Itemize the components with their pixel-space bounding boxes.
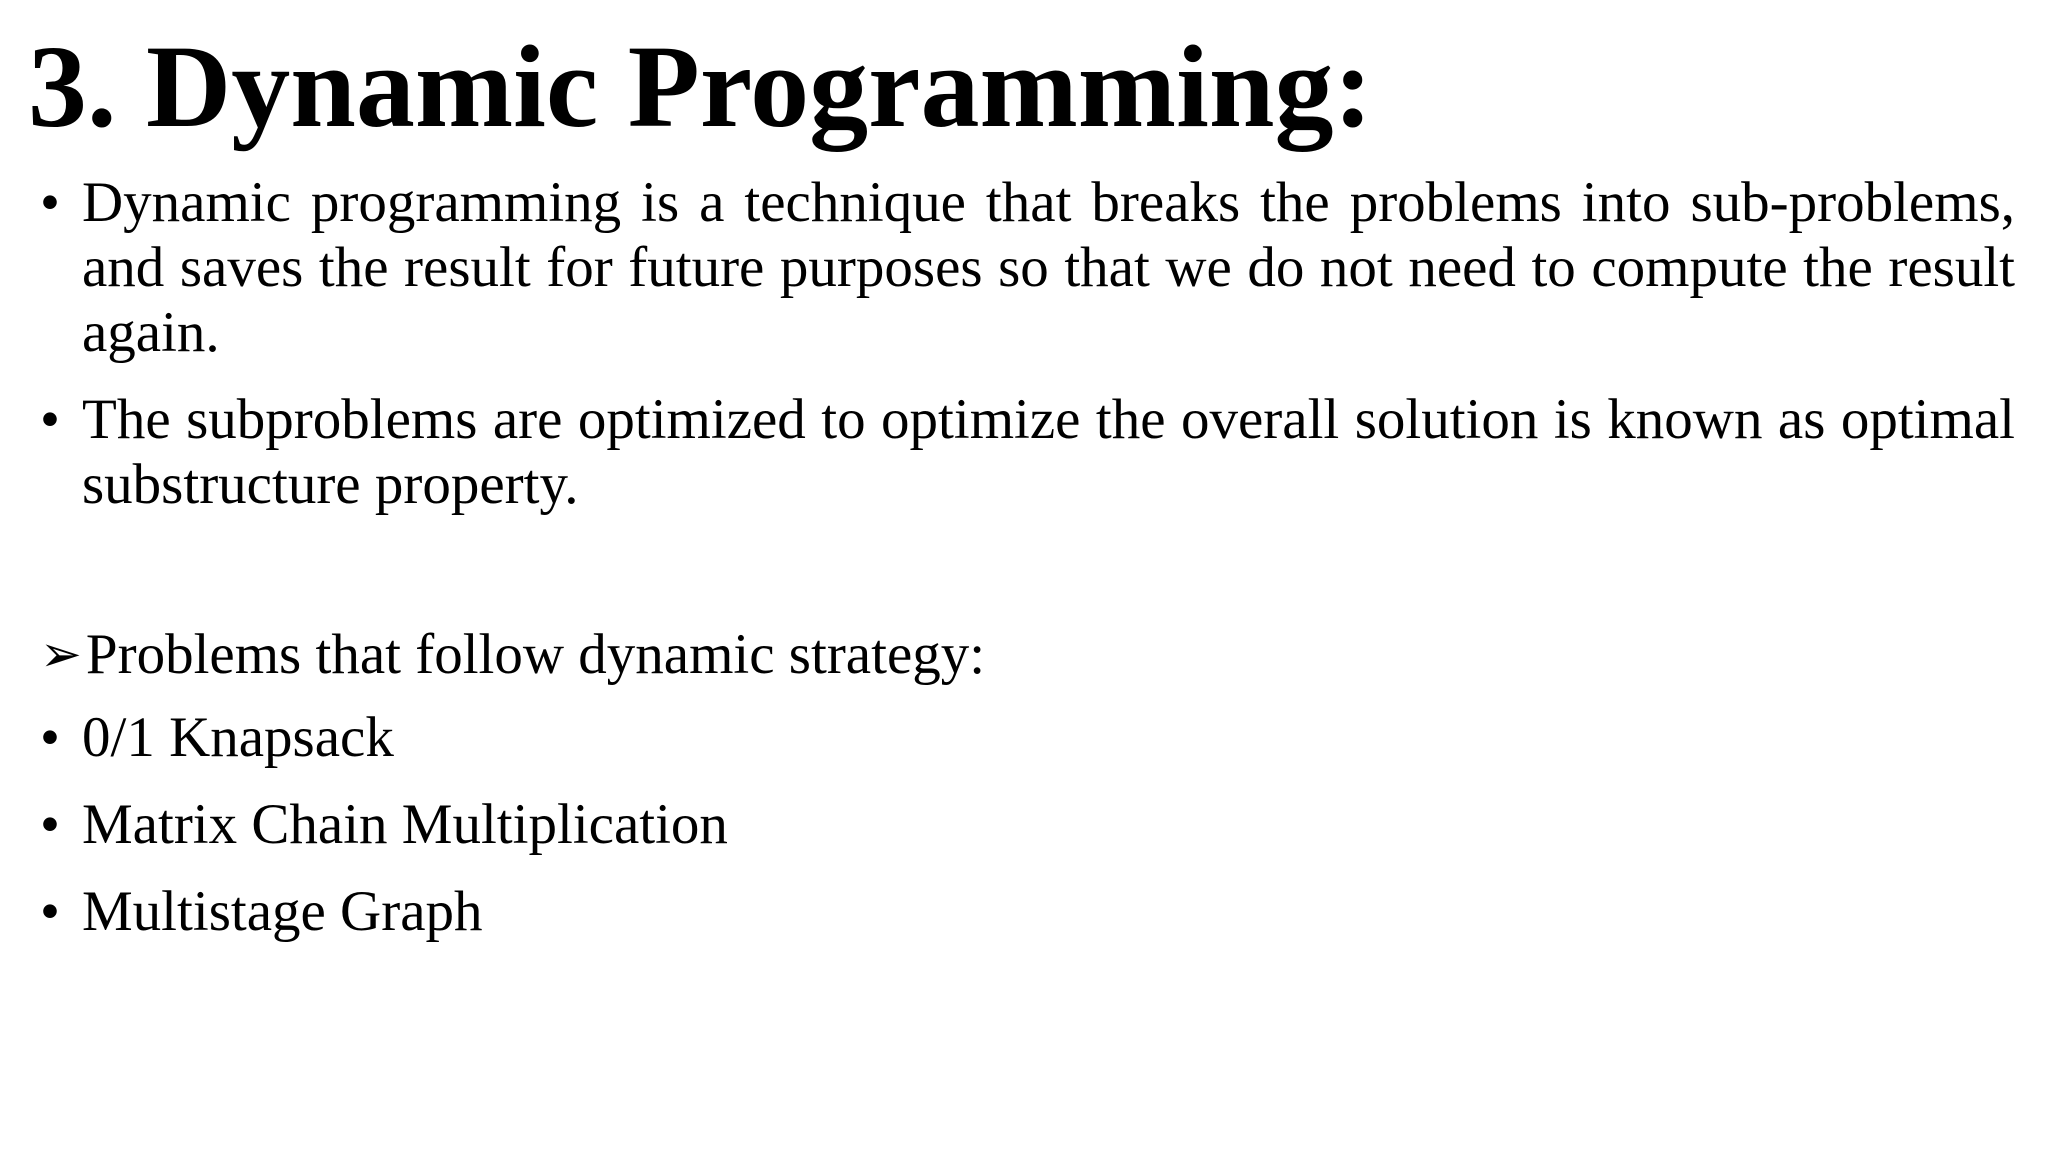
problem-text: Multistage Graph (82, 880, 483, 943)
bullet-item (40, 387, 2015, 517)
definition-bullet-list (40, 170, 2015, 517)
bullet-icon: • (40, 793, 60, 856)
list-item (40, 879, 2015, 944)
bullet-icon: • (40, 171, 60, 234)
bullet-icon: • (40, 706, 60, 769)
arrow-bullet-icon: ➢ (40, 626, 82, 682)
problems-subheading (40, 622, 985, 687)
list-item (40, 705, 2015, 770)
bullet-text: Dynamic programming is a technique that breaks the problems into sub-problems, and saves the result for future purposes so that we do not need to compute the result again. (82, 171, 2015, 364)
bullet-icon: • (40, 880, 60, 943)
slide-title: 3. Dynamic Programming: (28, 21, 1373, 152)
problem-text: Matrix Chain Multiplication (82, 793, 728, 856)
problem-text: 0/1 Knapsack (82, 706, 394, 769)
bullet-icon: • (40, 388, 60, 451)
bullet-item (40, 170, 2015, 365)
problems-list (40, 705, 2015, 944)
bullet-text: The subproblems are optimized to optimize the overall solution is known as optimal substructure property. (82, 388, 2015, 516)
list-item (40, 792, 2015, 857)
subheading-text: Problems that follow dynamic strategy: (85, 623, 986, 686)
